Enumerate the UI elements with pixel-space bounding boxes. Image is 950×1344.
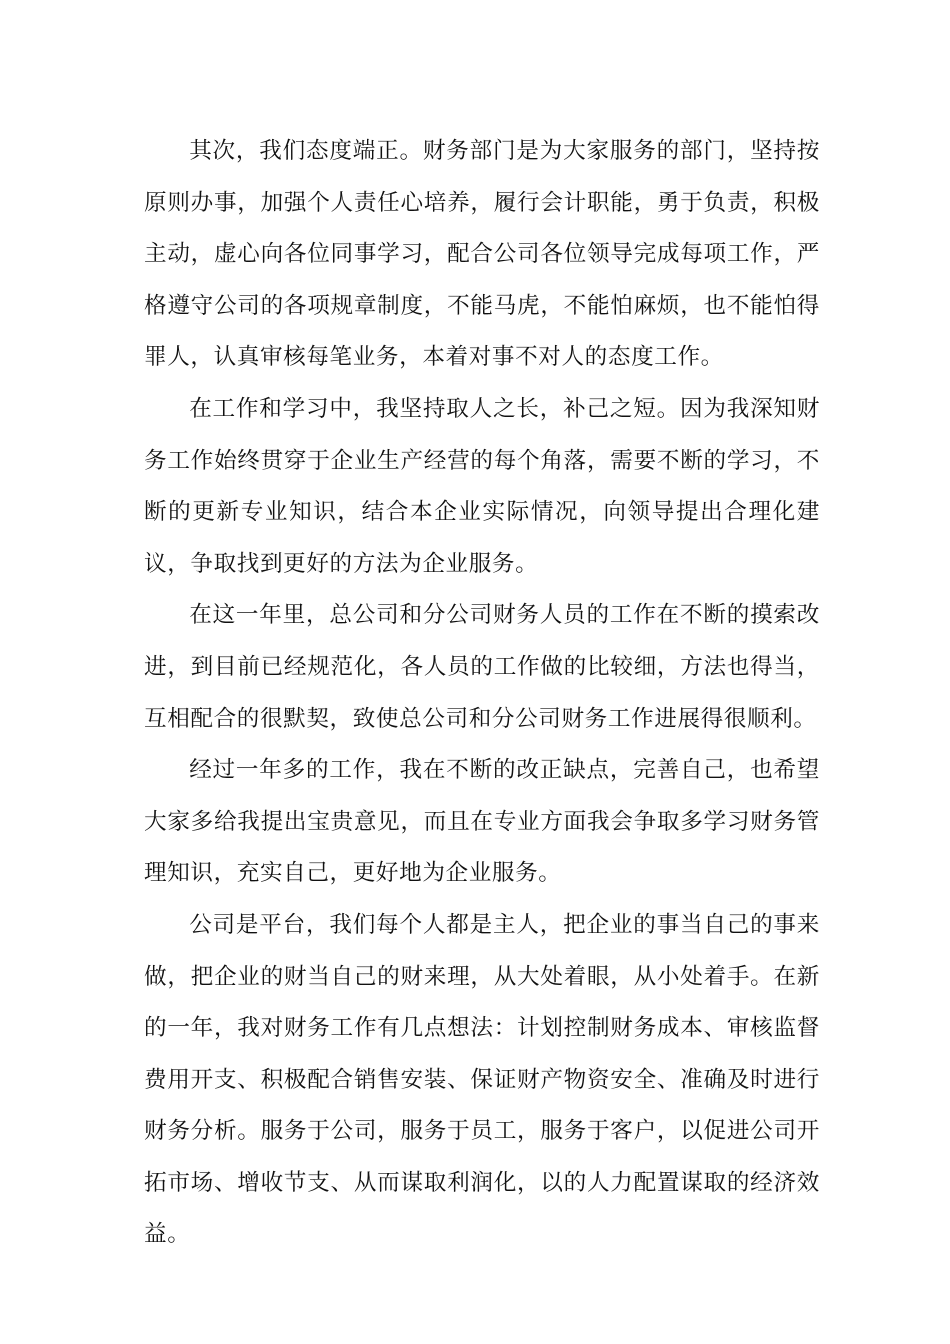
paragraph-self-improvement: 经过一年多的工作，我在不断的改正缺点，完善自己，也希望大家多给我提出宝贵意见，而且在专业方面我会争取多学习财务管理知识，充实自己，更好地为企业服务。 [144, 757, 820, 887]
paragraph-learning: 在工作和学习中，我坚持取人之长，补己之短。因为我深知财务工作始终贯穿于企业生产经营的每个角落，需要不断的学习，不断的更新专业知识，结合本企业实际情况，向领导提出合理化建议，争取找到更好的方法为企业服务。 [144, 395, 820, 577]
paragraph-plans: 公司是平台，我们每个人都是主人，把企业的事当自己的事来做，把企业的财当自己的财来理，从大处着眼，从小处着手。在新的一年，我对财务工作有几点想法：计划控制财务成本、审核监督费用开支、积极配合销售安装、保证财产物资安全、准确及时进行财务分析。服务于公司，服务于员工，服务于客户，以促进公司开拓市场、增收节支、从而谋取利润化，以的人力配置谋取的经济效益。 [144, 911, 820, 1248]
paragraph-year-progress: 在这一年里，总公司和分公司财务人员的工作在不断的摸索改进，到目前已经规范化，各人员的工作做的比较细，方法也得当，互相配合的很默契，致使总公司和分公司财务工作进展得很顺利。 [144, 602, 820, 732]
paragraph-attitude: 其次，我们态度端正。财务部门是为大家服务的部门，坚持按原则办事，加强个人责任心培养，履行会计职能，勇于负责，积极主动，虚心向各位同事学习，配合公司各位领导完成每项工作，严格遵守公司的各项规章制度，不能马虎，不能怕麻烦，也不能怕得罪人，认真审核每笔业务，本着对事不对人的态度工作。 [144, 138, 820, 371]
document-body [144, 126, 820, 1261]
